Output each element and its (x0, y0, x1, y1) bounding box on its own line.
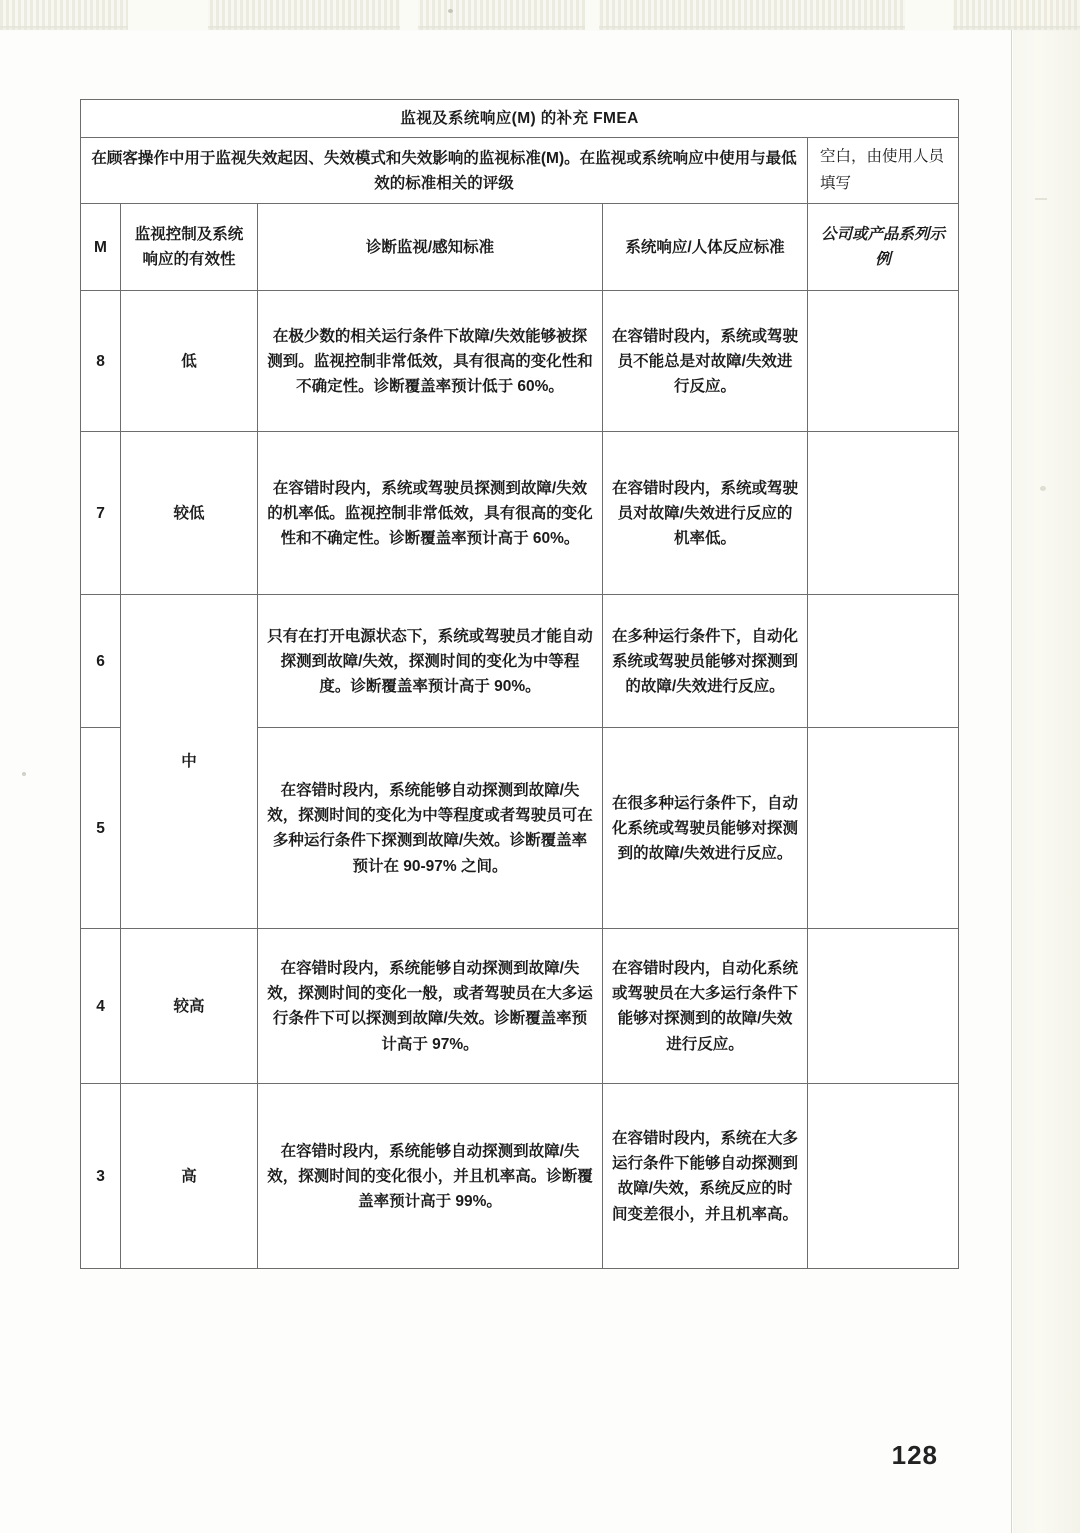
blank-fill-note: 空白，由使用人员填写 (808, 138, 959, 204)
rating-value: 6 (81, 595, 121, 728)
company-example (808, 1084, 959, 1269)
scan-speck (1040, 486, 1046, 491)
page-number: 128 (891, 1440, 938, 1470)
rating-value: 4 (81, 929, 121, 1084)
table-title-row (81, 100, 959, 138)
table-row (81, 291, 959, 432)
system-response-criteria: 在多种运行条件下，自动化系统或驾驶员能够对探测到的故障/失效进行反应。 (603, 595, 808, 728)
table-row (81, 595, 959, 728)
table-title: 监视及系统响应(M) 的补充 FMEA (81, 100, 959, 138)
system-response-criteria: 在容错时段内，自动化系统或驾驶员在大多运行条件下能够对探测到的故障/失效进行反应。 (603, 929, 808, 1084)
scan-speck (1035, 198, 1047, 200)
system-response-criteria: 在容错时段内，系统或驾驶员对故障/失效进行反应的机率低。 (603, 432, 808, 595)
rating-value: 3 (81, 1084, 121, 1269)
system-response-criteria: 在很多种运行条件下，自动化系统或驾驶员能够对探测到的故障/失效进行反应。 (603, 728, 808, 929)
table-description-row (81, 138, 959, 204)
monitoring-system-response-fmea-table (80, 99, 959, 1269)
table-row (81, 929, 959, 1084)
diagnostic-criteria: 在容错时段内，系统能够自动探测到故障/失效，探测时间的变化为中等程度或者驾驶员可在多种运行条件下探测到故障/失效。诊断覆盖率预计在 90-97% 之间。 (258, 728, 603, 929)
company-example (808, 929, 959, 1084)
diagnostic-criteria: 在极少数的相关运行条件下故障/失效能够被探测到。监视控制非常低效，具有很高的变化性和不确定性。诊断覆盖率预计低于 60%。 (258, 291, 603, 432)
fmea-table-container (80, 99, 958, 1269)
table-description: 在顾客操作中用于监视失效起因、失效模式和失效影响的监视标准(M)。在监视或系统响应中使用与最低效的标准相关的评级 (81, 138, 808, 204)
scan-artifact-gap (400, 0, 418, 30)
diagnostic-criteria: 在容错时段内，系统能够自动探测到故障/失效，探测时间的变化一般，或者驾驶员在大多运行条件下可以探测到故障/失效。诊断覆盖率预计高于 97%。 (258, 929, 603, 1084)
effectiveness-value: 高 (121, 1084, 258, 1269)
effectiveness-value: 较低 (121, 432, 258, 595)
diagnostic-criteria: 在容错时段内，系统或驾驶员探测到故障/失效的机率低。监视控制非常低效，具有很高的变化性和不确定性。诊断覆盖率预计高于 60%。 (258, 432, 603, 595)
effectiveness-value: 低 (121, 291, 258, 432)
table-row (81, 432, 959, 595)
table-row (81, 1084, 959, 1269)
rating-value: 7 (81, 432, 121, 595)
company-example (808, 728, 959, 929)
company-example (808, 291, 959, 432)
scan-speck (22, 772, 26, 776)
page-edge-line (1011, 28, 1012, 1533)
page-right-margin (1013, 0, 1080, 1533)
scan-artifact-gap (905, 0, 953, 30)
system-response-criteria: 在容错时段内，系统或驾驶员不能总是对故障/失效进行反应。 (603, 291, 808, 432)
system-response-criteria: 在容错时段内，系统在大多运行条件下能够自动探测到故障/失效，系统反应的时间变差很小，并且机率高。 (603, 1084, 808, 1269)
diagnostic-criteria: 只有在打开电源状态下，系统或驾驶员才能自动探测到故障/失效，探测时间的变化为中等程度。诊断覆盖率预计高于 90%。 (258, 595, 603, 728)
rating-value: 5 (81, 728, 121, 929)
effectiveness-value: 中 (121, 595, 258, 929)
col-header-example: 公司或产品系列示例 (808, 204, 959, 291)
col-header-response: 系统响应/人体反应标准 (603, 204, 808, 291)
company-example (808, 595, 959, 728)
col-header-m: M (81, 204, 121, 291)
scan-speck (448, 9, 453, 13)
scan-artifact-gap (585, 0, 599, 30)
company-example (808, 432, 959, 595)
col-header-effectiveness: 监视控制及系统响应的有效性 (121, 204, 258, 291)
col-header-diagnostic: 诊断监视/感知标准 (258, 204, 603, 291)
rating-value: 8 (81, 291, 121, 432)
column-header-row (81, 204, 959, 291)
scan-artifact-gap (128, 0, 208, 30)
effectiveness-value: 较高 (121, 929, 258, 1084)
diagnostic-criteria: 在容错时段内，系统能够自动探测到故障/失效，探测时间的变化很小，并且机率高。诊断覆盖率预计高于 99%。 (258, 1084, 603, 1269)
